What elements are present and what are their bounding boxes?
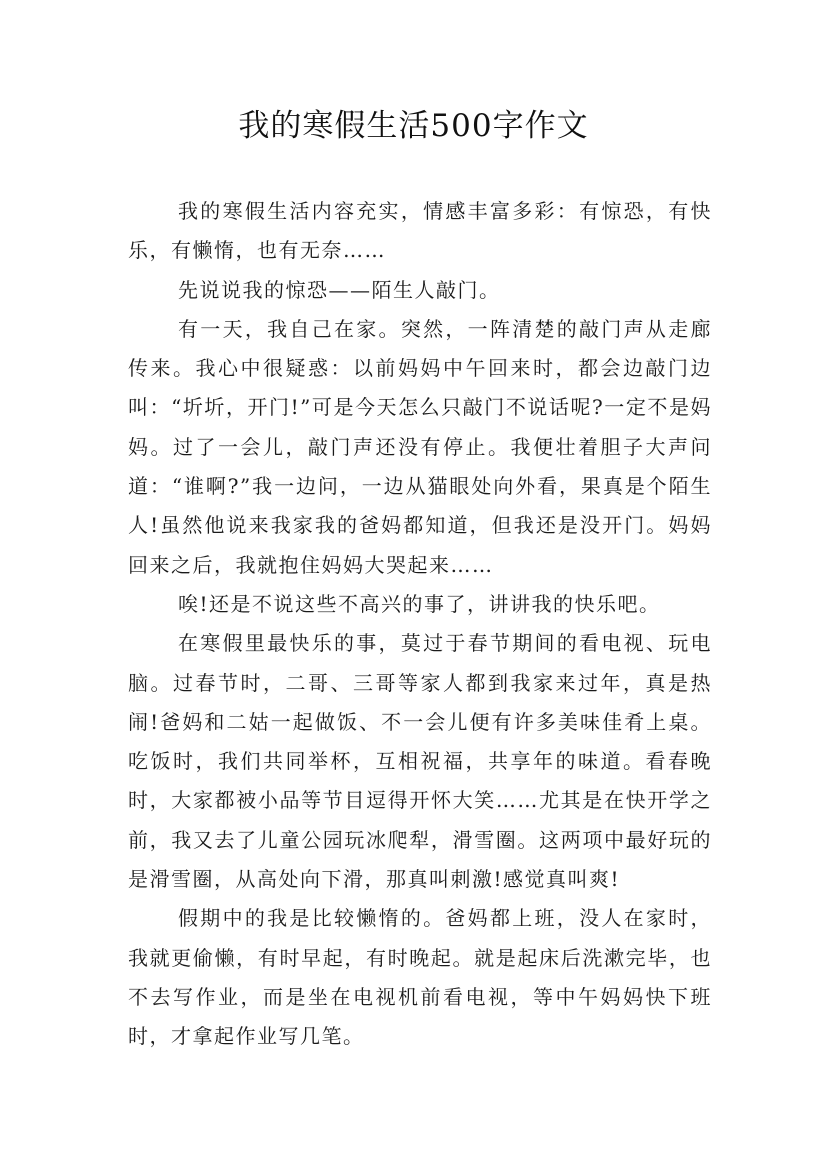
paragraph: 先说说我的惊恐——陌生人敲门。 bbox=[178, 277, 501, 302]
document-title: 我的寒假生活500字作文 bbox=[238, 108, 589, 144]
paragraph: 假期中的我是比较懒惰的。爸妈都上班，没人在家时，我就更偷懒，有时早起，有时晚起。就是起床后洗漱完毕，也不去写作业，而是坐在电视机前看电视，等中午妈妈快下班时，才拿起作业写几笔。 bbox=[128, 906, 712, 1049]
paragraph: 在寒假里最快乐的事，莫过于春节期间的看电视、玩电脑。过春节时，二哥、三哥等家人都到我家来过年，真是热闹!爸妈和二姑一起做饭、不一会儿便有许多美味佳肴上桌。吃饭时，我们共同举杯，互相祝福，共享年的味道。看春晚时，大家都被小品等节目逗得开怀大笑……尤其是在快开学之前，我又去了儿童公园玩冰爬犁，滑雪圈。这两项中最好玩的是滑雪圈，从高处向下滑，那真叫刺激!感觉真叫爽! bbox=[128, 631, 712, 892]
paragraph: 有一天，我自己在家。突然，一阵清楚的敲门声从走廊传来。我心中很疑惑：以前妈妈中午回来时，都会边敲门边叫：“圻圻，开门!”可是今天怎么只敲门不说话呢?一定不是妈妈。过了一会儿，敲门声还没有停止。我便壮着胆子大声问道：“谁啊?”我一边问，一边从猫眼处向外看，果真是个陌生人!虽然他说来我家我的爸妈都知道，但我还是没开门。妈妈回来之后，我就抱住妈妈大哭起来…… bbox=[128, 316, 712, 577]
paragraph: 我的寒假生活内容充实，情感丰富多彩：有惊恐，有快乐，有懒惰，也有无奈…… bbox=[128, 199, 712, 263]
paragraph: 唉!还是不说这些不高兴的事了，讲讲我的快乐吧。 bbox=[178, 591, 661, 616]
document-body bbox=[128, 192, 712, 1057]
